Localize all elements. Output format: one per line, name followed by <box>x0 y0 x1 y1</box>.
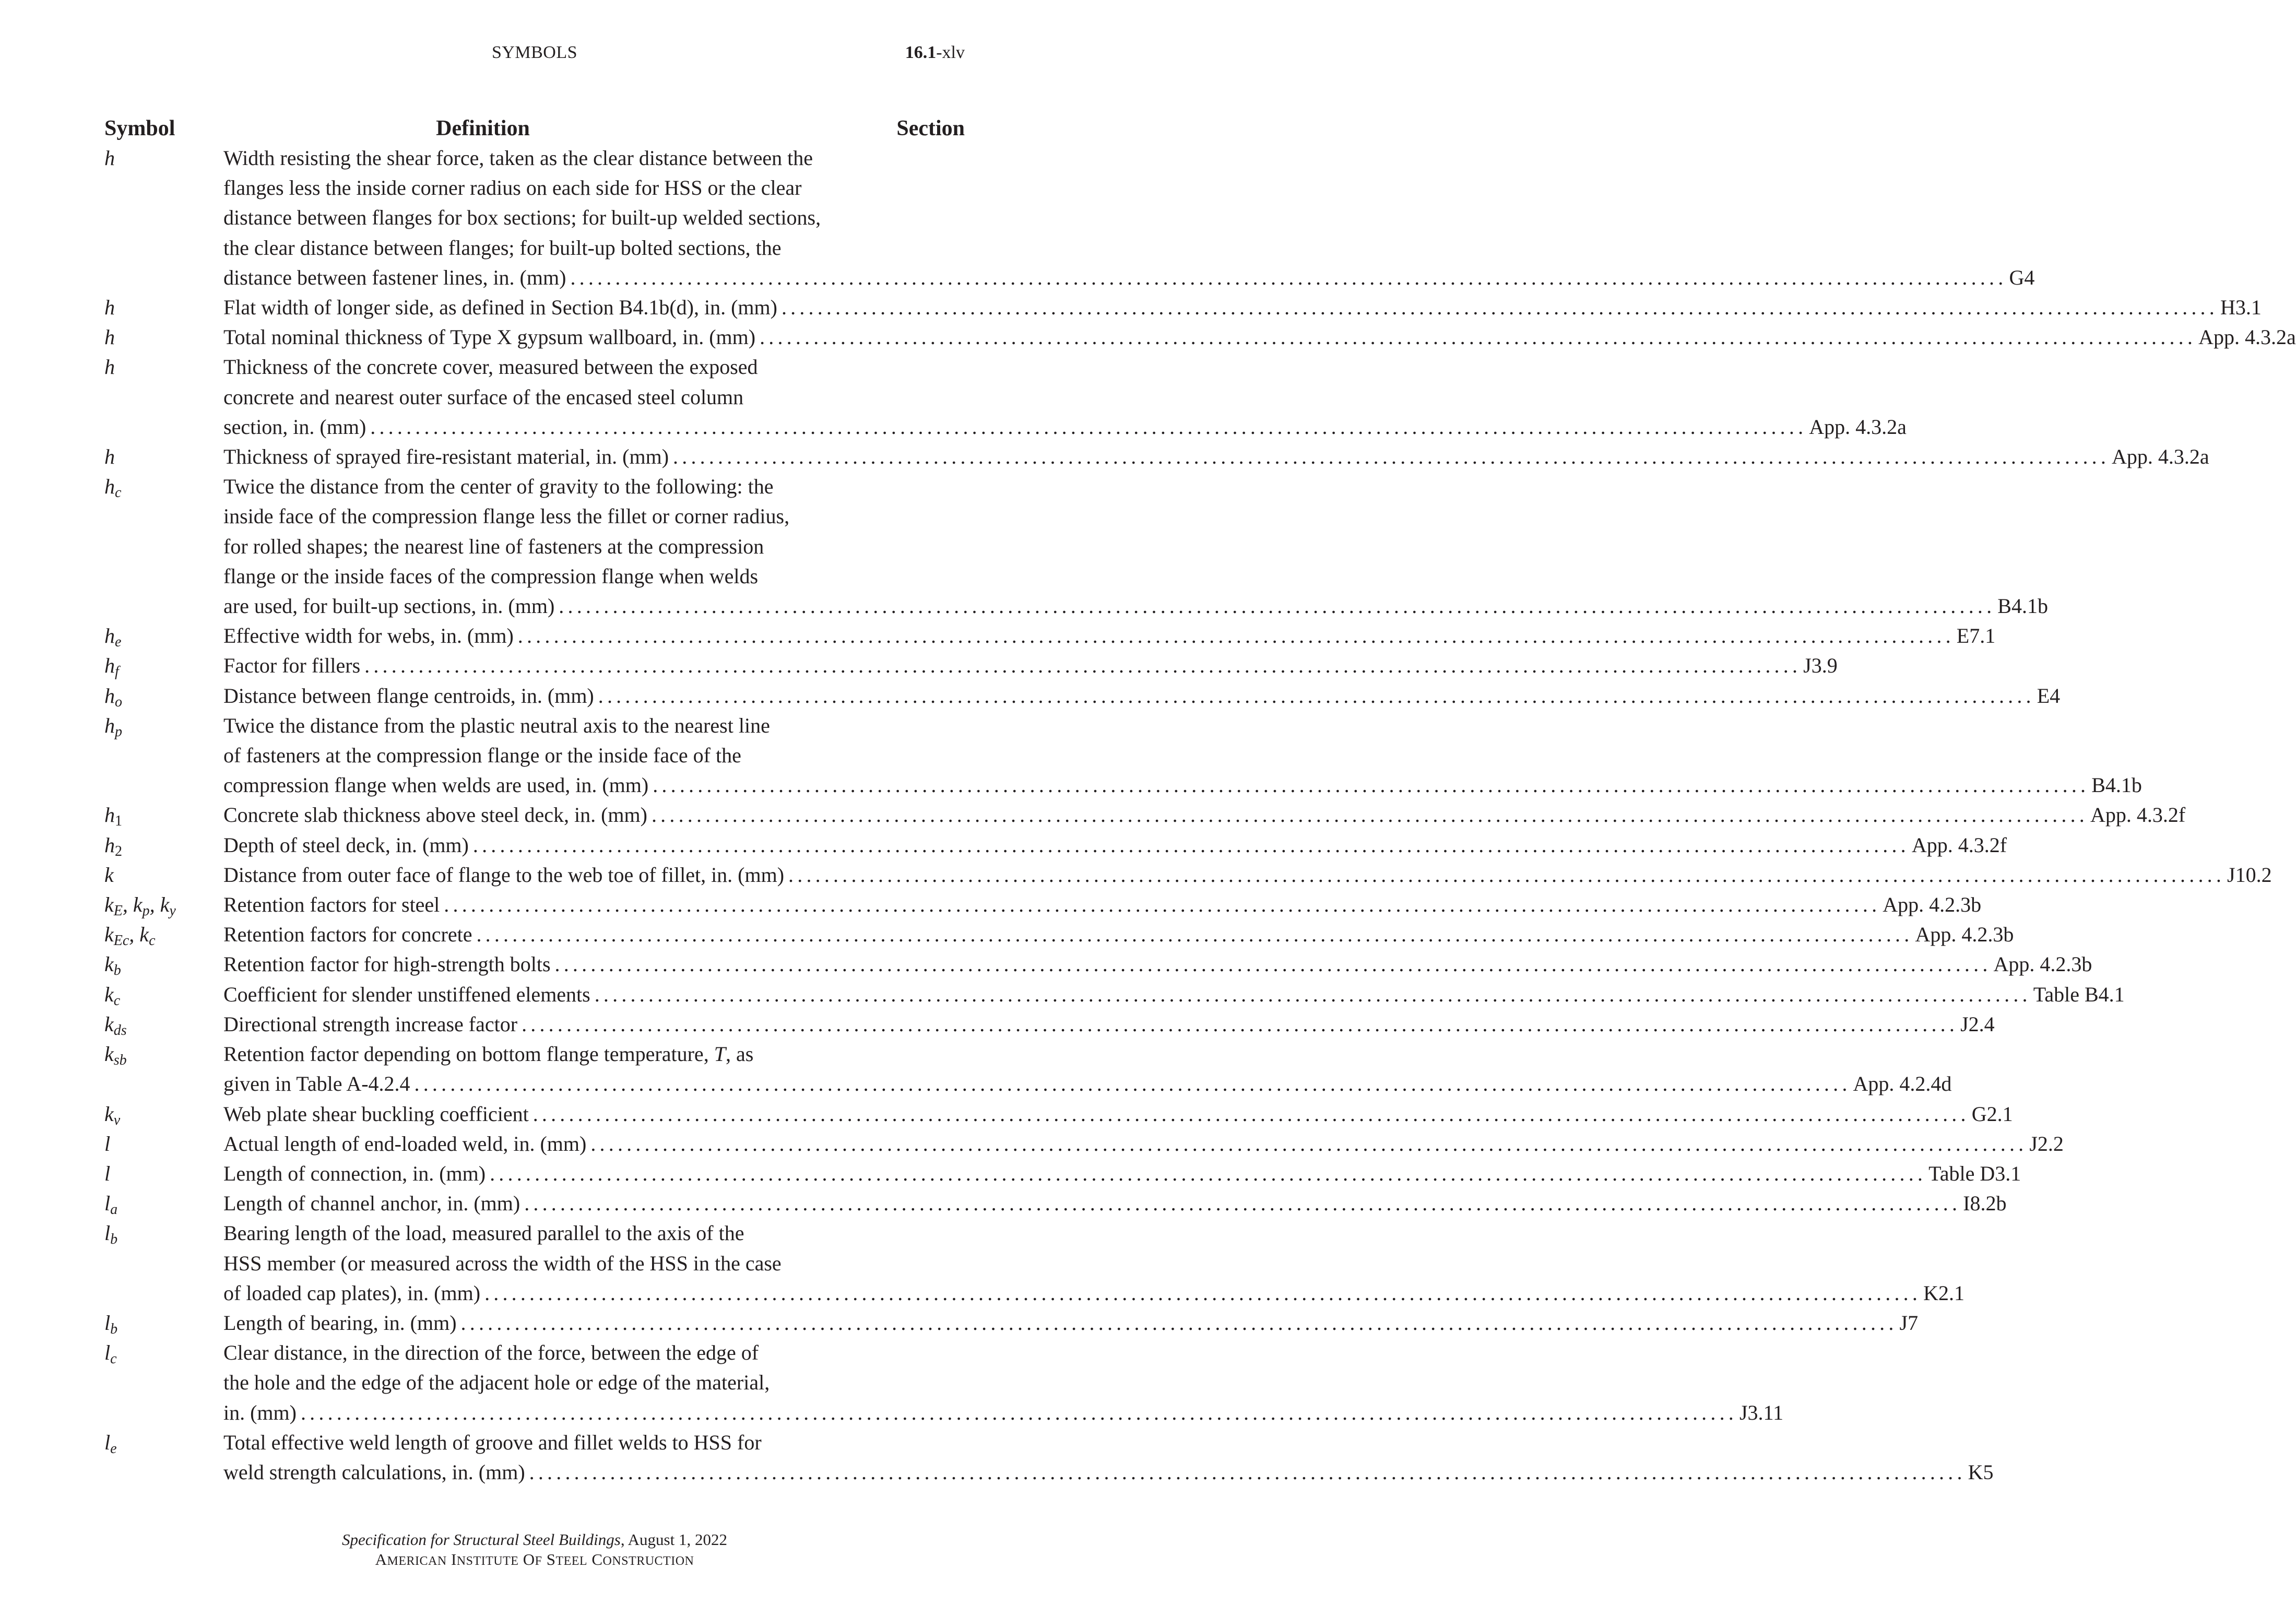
page-number <box>905 40 965 66</box>
definition-line: the clear distance between flanges; for built-up bolted sections, the <box>223 235 782 260</box>
table-header <box>104 114 965 143</box>
definition-last-line <box>223 681 2061 711</box>
symbol-entry <box>104 442 2209 471</box>
definition-text: Factor for fillers <box>223 654 361 678</box>
symbol-cell: $k_{ds}$ <box>104 1012 127 1039</box>
symbol-cell: $l_e$ <box>104 1430 117 1457</box>
section-reference: J10.2 <box>2227 863 2272 887</box>
smallcaps-rest: MERICAN <box>387 1554 447 1568</box>
symbol-subscript: c <box>110 1351 117 1367</box>
dot-leader: ................................................................................................................................................................ <box>559 594 1996 618</box>
symbol-cell: l <box>104 1161 111 1185</box>
page-number-roman: -xlv <box>936 43 965 62</box>
definition-last-line <box>223 1009 1995 1039</box>
definition-line: Twice the distance from the center of gravity to the following: the <box>223 475 774 499</box>
symbol-subscript: b <box>110 1320 118 1337</box>
definition-text: Retention factors for steel <box>223 893 440 917</box>
symbol-subscript: 2 <box>115 843 122 859</box>
dot-leader: ................................................................................................................................................................ <box>472 833 1910 857</box>
symbol-entry <box>104 471 2048 621</box>
definition-line: inside face of the compression flange less the fillet or corner radius, <box>223 504 790 528</box>
definition-text: given in Table A-4.2.4 <box>223 1072 410 1096</box>
symbol-entry <box>104 1188 2007 1218</box>
definition-line: Total effective weld length of groove and fillet welds to HSS for <box>223 1430 762 1454</box>
symbol-cell: l <box>104 1131 111 1155</box>
symbol-subscript: y <box>169 903 176 919</box>
definition-cell <box>223 471 2048 621</box>
symbol-cell: $k_{Ec}$, $k_c$ <box>104 923 156 949</box>
definition-text: in. (mm) <box>223 1400 297 1424</box>
definition-line: Twice the distance from the plastic neutral axis to the nearest line <box>223 713 770 737</box>
definition-last-line <box>223 591 2048 621</box>
symbol-cell: $k_b$ <box>104 952 121 979</box>
section-reference: App. 4.2.3b <box>1993 952 2092 976</box>
symbol-subscript: Ec <box>113 933 129 949</box>
symbol-entry <box>104 1338 1784 1428</box>
section-reference: App. 4.3.2f <box>1911 833 2007 857</box>
definition-text: are used, for built-up sections, in. (mm) <box>223 594 555 618</box>
definition-text: Web plate shear buckling coefficient <box>223 1102 529 1126</box>
definition-line: Width resisting the shear force, taken as the clear distance between the <box>223 146 813 170</box>
symbol-cell: $l_b$ <box>104 1221 118 1248</box>
symbol-cell: $h_o$ <box>104 683 122 710</box>
definition-cell <box>223 1099 2013 1129</box>
symbol-entry <box>104 830 2007 860</box>
definition-text: Retention factors for concrete <box>223 923 472 947</box>
column-header-definition: Definition <box>436 116 530 140</box>
definition-text: Length of channel anchor, in. (mm) <box>223 1192 520 1216</box>
section-reference: App. 4.3.2f <box>2090 803 2186 827</box>
definition-text: Directional strength increase factor <box>223 1012 518 1036</box>
column-header-symbol: Symbol <box>104 116 175 140</box>
definition-last-line <box>223 949 2092 979</box>
definition-text: distance between fastener lines, in. (mm) <box>223 265 566 289</box>
smallcaps-initial: I <box>451 1550 457 1568</box>
definition-text: Concrete slab thickness above steel deck, in. (mm) <box>223 803 647 827</box>
dot-leader: ................................................................................................................................................................ <box>522 1012 1959 1036</box>
definition-text: Actual length of end-loaded weld, in. (mm) <box>223 1131 587 1155</box>
definition-last-line <box>223 890 1982 919</box>
definition-last-line <box>223 1129 2064 1159</box>
symbol-subscript: ds <box>113 1022 127 1039</box>
definition-last-line <box>223 263 2035 292</box>
dot-leader: ................................................................................................................................................................ <box>788 863 2226 887</box>
definition-cell <box>223 681 2061 711</box>
footer-date: , August 1, 2022 <box>620 1530 727 1549</box>
definition-cell <box>223 830 2007 860</box>
symbol-entry <box>104 1308 1919 1338</box>
dot-leader: ................................................................................................................................................................ <box>364 654 1802 678</box>
definition-cell <box>223 1129 2064 1159</box>
section-reference: J7 <box>1899 1311 1919 1335</box>
symbol-entry <box>104 860 2272 890</box>
section-reference: J3.9 <box>1803 654 1838 678</box>
definition-line: for rolled shapes; the nearest line of fasteners at the compression <box>223 534 764 558</box>
definition-text: Flat width of longer side, as defined in Section B4.1b(d), in. (mm) <box>223 296 777 320</box>
symbol-cell: h <box>104 146 115 170</box>
definition-cell <box>223 442 2209 471</box>
symbol-cell: h1 <box>104 803 122 830</box>
dot-leader: ................................................................................................................................................................ <box>444 893 1881 917</box>
symbol-subscript: o <box>115 693 122 710</box>
symbol-entry <box>104 1099 2013 1129</box>
dot-leader: ................................................................................................................................................................ <box>414 1072 1851 1096</box>
definition-line: HSS member (or measured across the width of the HSS in the case <box>223 1251 782 1275</box>
definition-cell <box>223 711 2142 800</box>
symbol-entry <box>104 949 2092 979</box>
dot-leader: ................................................................................................................................................................ <box>370 415 1807 439</box>
symbol-subscript: E <box>113 903 123 919</box>
definition-text: weld strength calculations, in. (mm) <box>223 1460 525 1484</box>
smallcaps-rest: NSTITUTE <box>456 1554 519 1568</box>
symbol-cell: $l_b$ <box>104 1311 118 1337</box>
definition-cell <box>223 980 2125 1009</box>
definition-text: section, in. (mm) <box>223 415 366 439</box>
definition-text: Length of bearing, in. (mm) <box>223 1311 457 1335</box>
symbol-cell: $h_e$ <box>104 624 122 651</box>
running-head <box>104 40 965 66</box>
definition-cell <box>223 352 1907 442</box>
definition-line: the hole and the edge of the adjacent hole or edge of the material, <box>223 1371 770 1395</box>
smallcaps-initial: S <box>546 1550 556 1568</box>
section-reference: Table D3.1 <box>1928 1161 2021 1185</box>
definition-text: Total nominal thickness of Type X gypsum wallboard, in. (mm) <box>223 325 756 349</box>
section-reference: I8.2b <box>1963 1192 2007 1216</box>
definition-cell <box>223 621 1996 651</box>
dot-leader: ................................................................................................................................................................ <box>594 982 2031 1006</box>
symbol-entry <box>104 1159 2021 1188</box>
dot-leader: ................................................................................................................................................................ <box>651 803 2088 827</box>
definition-cell <box>223 800 2186 830</box>
definition-cell <box>223 1159 2021 1188</box>
section-reference: J3.11 <box>1739 1400 1784 1424</box>
symbol-subscript: c <box>149 933 156 949</box>
dot-leader: ................................................................................................................................................................ <box>517 624 1955 648</box>
dot-leader: ................................................................................................................................................................ <box>490 1161 1927 1185</box>
dot-leader: ................................................................................................................................................................ <box>673 445 2110 469</box>
symbol-subscript: sb <box>113 1052 127 1069</box>
definition-text: Distance between flange centroids, in. (mm) <box>223 683 594 707</box>
definition-line: flanges less the inside corner radius on each side for HSS or the clear <box>223 176 802 200</box>
definition-last-line <box>223 442 2209 471</box>
symbol-cell: $k_{sb}$ <box>104 1042 127 1069</box>
dot-leader: ................................................................................................................................................................ <box>653 773 2090 797</box>
running-head-title: SYMBOLS <box>491 43 578 62</box>
definition-last-line <box>223 1188 2007 1218</box>
definition-text: Coefficient for slender unstiffened elements <box>223 982 590 1006</box>
section-reference: Table B4.1 <box>2033 982 2125 1006</box>
symbol-entry <box>104 1129 2064 1159</box>
dot-leader: ................................................................................................................................................................ <box>781 296 2218 320</box>
definition-text: Depth of steel deck, in. (mm) <box>223 833 469 857</box>
symbol-subscript: v <box>113 1112 121 1128</box>
definition-last-line <box>223 980 2125 1009</box>
definition-last-line <box>223 292 2262 322</box>
symbol-cell: h <box>104 325 115 349</box>
dot-leader: ................................................................................................................................................................ <box>300 1400 1737 1424</box>
section-reference: J2.4 <box>1960 1012 1995 1036</box>
footer-publication <box>0 1530 1069 1550</box>
definition-cell <box>223 143 2035 292</box>
definition-text: Distance from outer face of flange to the web toe of fillet, in. (mm) <box>223 863 785 887</box>
symbol-entry <box>104 651 1838 680</box>
definition-line: Bearing length of the load, measured parallel to the axis of the <box>223 1221 744 1245</box>
dot-leader: ................................................................................................................................................................ <box>554 952 1992 976</box>
section-reference: K5 <box>1968 1460 1994 1484</box>
symbol-cell: $h_p$ <box>104 713 122 740</box>
symbol-subscript: c <box>113 992 121 1009</box>
definition-cell <box>223 1308 1919 1338</box>
definition-last-line <box>223 621 1996 651</box>
symbol-cell: $k_E$, $k_p$, $k_y$ <box>104 893 176 919</box>
definition-last-line <box>223 651 1838 680</box>
section-reference: E7.1 <box>1956 624 1996 648</box>
symbol-entry <box>104 352 1907 442</box>
definition-last-line <box>223 1457 1994 1487</box>
section-reference: App. 4.3.2a <box>2198 325 2296 349</box>
definition-cell <box>223 1428 1994 1487</box>
symbol-entry <box>104 1428 1994 1487</box>
dot-leader: ................................................................................................................................................................ <box>760 325 2197 349</box>
definition-text: compression flange when welds are used, in. (mm) <box>223 773 649 797</box>
symbol-entry <box>104 919 2014 949</box>
definition-cell <box>223 651 1838 680</box>
symbol-cell: $h_f$ <box>104 654 119 680</box>
section-reference: App. 4.2.3b <box>1915 923 2014 947</box>
definition-text: Thickness of sprayed fire-resistant material, in. (mm) <box>223 445 669 469</box>
symbol-cell: h <box>104 355 115 379</box>
definition-line: Retention factor depending on bottom flange temperature, T, as <box>223 1042 754 1066</box>
symbol-subscript: 1 <box>115 813 122 830</box>
definition-last-line <box>223 770 2142 800</box>
symbol-entry <box>104 890 1982 919</box>
definition-line: of fasteners at the compression flange or the inside face of the <box>223 744 741 768</box>
dot-leader: ................................................................................................................................................................ <box>460 1311 1898 1335</box>
section-reference: App. 4.3.2a <box>1809 415 1907 439</box>
symbol-subscript: p <box>142 903 150 919</box>
definition-line: flange or the inside faces of the compression flange when welds <box>223 564 759 588</box>
symbol-entry <box>104 1009 1995 1039</box>
symbol-entry <box>104 980 2125 1009</box>
definition-last-line <box>223 1278 1964 1308</box>
section-reference: J2.2 <box>2029 1131 2064 1155</box>
definition-last-line <box>223 919 2014 949</box>
symbol-cell: $l_a$ <box>104 1192 118 1218</box>
page-footer <box>0 1530 1069 1571</box>
section-reference: H3.1 <box>2220 296 2262 320</box>
smallcaps-initial: A <box>375 1550 387 1568</box>
definition-last-line <box>223 1308 1919 1338</box>
symbol-entry <box>104 322 2296 352</box>
section-reference: B4.1b <box>1997 594 2048 618</box>
symbol-entry <box>104 1039 1952 1099</box>
section-reference: App. 4.2.3b <box>1883 893 1982 917</box>
symbol-cell: k <box>104 863 114 887</box>
definition-cell <box>223 1009 1995 1039</box>
symbol-cell: h <box>104 296 115 320</box>
symbol-subscript: f <box>115 664 119 680</box>
dot-leader: ................................................................................................................................................................ <box>590 1131 2028 1155</box>
symbol-cell: $k_v$ <box>104 1102 121 1128</box>
definition-cell <box>223 949 2092 979</box>
section-reference: App. 4.3.2a <box>2112 445 2209 469</box>
definition-last-line <box>223 800 2186 830</box>
definition-cell <box>223 1039 1952 1099</box>
dot-leader: ................................................................................................................................................................ <box>598 683 2035 707</box>
symbol-entry <box>104 800 2186 830</box>
definition-last-line <box>223 412 1907 442</box>
symbol-subscript: b <box>110 1231 118 1248</box>
definition-last-line <box>223 322 2296 352</box>
definition-cell <box>223 860 2272 890</box>
symbol-subscript: e <box>110 1440 117 1457</box>
section-reference: G2.1 <box>1971 1102 2013 1126</box>
definition-cell <box>223 322 2296 352</box>
symbol-list <box>104 143 2296 1487</box>
definition-cell <box>223 1338 1784 1428</box>
smallcaps-rest: F <box>535 1554 542 1568</box>
definition-line: Thickness of the concrete cover, measured between the exposed <box>223 355 758 379</box>
section-reference: App. 4.2.4d <box>1853 1072 1952 1096</box>
definition-text: Effective width for webs, in. (mm) <box>223 624 514 648</box>
definition-last-line <box>223 1398 1784 1428</box>
dot-leader: ................................................................................................................................................................ <box>532 1102 1970 1126</box>
definition-text: of loaded cap plates), in. (mm) <box>223 1281 481 1305</box>
definition-text: Retention factor for high-strength bolts <box>223 952 551 976</box>
variable-T: T <box>714 1042 726 1066</box>
definition-cell <box>223 919 2014 949</box>
symbol-entry <box>104 681 2061 711</box>
symbol-subscript: b <box>113 962 121 979</box>
dot-leader: ................................................................................................................................................................ <box>476 923 1913 947</box>
symbol-cell: $k_c$ <box>104 982 121 1009</box>
definition-last-line <box>223 860 2272 890</box>
symbol-entry <box>104 621 1996 651</box>
symbol-entry <box>104 711 2142 800</box>
dot-leader: ................................................................................................................................................................ <box>529 1460 1966 1484</box>
column-header-section: Section <box>896 116 965 140</box>
definition-line: distance between flanges for box sections; for built-up welded sections, <box>223 206 821 230</box>
symbol-entry <box>104 292 2262 322</box>
definition-cell <box>223 1188 2007 1218</box>
symbol-entry <box>104 143 2035 292</box>
definition-line: Clear distance, in the direction of the force, between the edge of <box>223 1341 759 1365</box>
symbol-cell: h2 <box>104 833 122 859</box>
definition-text: Length of connection, in. (mm) <box>223 1161 486 1185</box>
page-number-chapter: 16.1 <box>905 43 937 62</box>
footer-publisher <box>0 1550 1069 1571</box>
symbol-subscript: e <box>115 634 122 651</box>
definition-last-line <box>223 830 2007 860</box>
definition-cell <box>223 890 1982 919</box>
smallcaps-initial: O <box>523 1550 535 1568</box>
dot-leader: ................................................................................................................................................................ <box>570 265 2007 289</box>
section-reference: K2.1 <box>1923 1281 1964 1305</box>
definition-last-line <box>223 1069 1952 1099</box>
smallcaps-initial: C <box>591 1550 603 1568</box>
dot-leader: ................................................................................................................................................................ <box>484 1281 1922 1305</box>
footer-title: Specification for Structural Steel Buildings <box>342 1530 621 1549</box>
symbol-cell: $l_c$ <box>104 1341 117 1367</box>
symbol-cell: $h_c$ <box>104 475 122 501</box>
symbol-entry <box>104 1218 1964 1308</box>
definition-cell <box>223 1218 1964 1308</box>
definition-last-line <box>223 1099 2013 1129</box>
smallcaps-rest: ONSTRUCTION <box>602 1554 694 1568</box>
definition-line: concrete and nearest outer surface of the encased steel column <box>223 385 744 409</box>
dot-leader: ................................................................................................................................................................ <box>524 1192 1961 1216</box>
definition-last-line <box>223 1159 2021 1188</box>
symbol-subscript: a <box>110 1201 118 1218</box>
smallcaps-rest: TEEL <box>555 1554 588 1568</box>
section-reference: E4 <box>2037 683 2061 707</box>
symbol-subscript: c <box>115 485 122 501</box>
symbol-cell: h <box>104 445 115 469</box>
symbol-subscript: p <box>115 723 122 740</box>
definition-cell <box>223 292 2262 322</box>
section-reference: B4.1b <box>2091 773 2142 797</box>
section-reference: G4 <box>2009 265 2035 289</box>
